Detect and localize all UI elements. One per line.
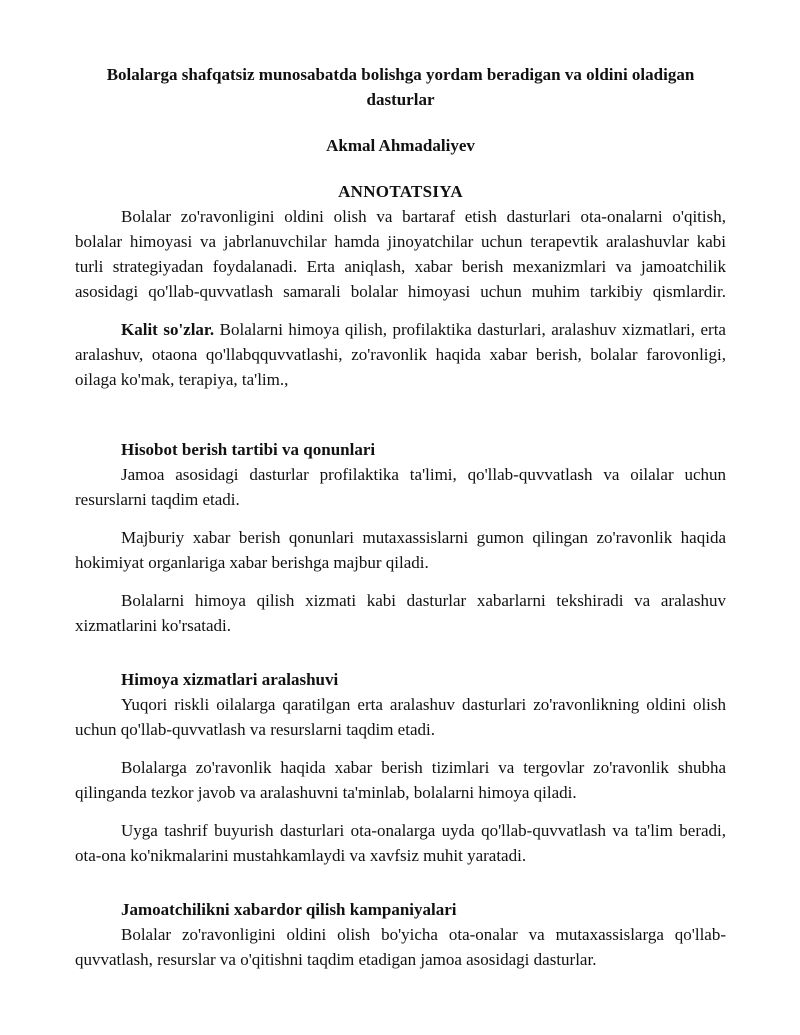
keywords-paragraph [75, 317, 726, 392]
document-title: Bolalarga shafqatsiz munosabatda bolishga yordam beradigan va oldini oladigan dasturlar [106, 65, 695, 109]
document-page [75, 62, 726, 972]
section-heading-protection: Himoya xizmatlari aralashuvi [121, 670, 339, 689]
annotation-heading: ANNOTATSIYA [338, 182, 463, 201]
section-paragraph: Yuqori riskli oilalarga qaratilgan erta aralashuv dasturlari zo'ravonlikning oldini olish uchun qo'llab-quvvatlash va resurslarni taqdim etadi. [75, 695, 726, 739]
section-paragraph: Bolalarni himoya qilish xizmati kabi dasturlar xabarlarni tekshiradi va aralashuv xizmatlarini ko'rsatadi. [75, 591, 726, 635]
section-paragraph: Jamoa asosidagi dasturlar profilaktika ta'limi, qo'llab-quvvatlash va oilalar uchun resurslarni taqdim etadi. [75, 465, 726, 509]
section-paragraph: Bolalarga zo'ravonlik haqida xabar berish tizimlari va tergovlar zo'ravonlik shubha qilinganda tezkor javob va aralashuvni ta'minlab, bolalarni himoya qiladi. [75, 758, 726, 802]
keywords-label: Kalit so'zlar. [121, 320, 215, 339]
keywords-text: Bolalarni himoya qilish, profilaktika dasturlari, aralashuv xizmatlari, erta aralashuv, otaona qo'llabqquvvatlashi, zo'ravonlik haqida xabar berish, bolalar farovonligi, oilaga ko'mak, terapiya, ta'lim., [75, 320, 726, 389]
annotation-paragraph: Bolalar zo'ravonligini oldini olish va bartaraf etish dasturlari ota-onalarni o'qitish, bolalar himoyasi va jabrlanuvchilar hamda jinoyatchilar uchun terapevtik aralashuvlar kabi turli strategiyadan foydalanadi. Erta aniqlash, xabar berish mexanizmlari va jamoatchilik asosidagi qo'llab-quvvatlash samarali bolalar himoyasi uchun muhim tarkibiy qismlardir. [75, 207, 726, 301]
section-paragraph: Uyga tashrif buyurish dasturlari ota-onalarga uyda qo'llab-quvvatlash va ta'lim beradi, ota-ona ko'nikmalarini mustahkamlaydi va xavfsiz muhit yaratadi. [75, 821, 726, 865]
author-name: Akmal Ahmadaliyev [326, 136, 475, 155]
section-paragraph: Majburiy xabar berish qonunlari mutaxassislarni gumon qilingan zo'ravonlik haqida hokimiyat organlariga xabar berishga majbur qiladi. [75, 528, 726, 572]
section-heading-awareness: Jamoatchilikni xabardor qilish kampaniyalari [121, 900, 457, 919]
section-heading-reporting: Hisobot berish tartibi va qonunlari [121, 440, 376, 459]
section-paragraph: Bolalar zo'ravonligini oldini olish bo'yicha ota-onalar va mutaxassislarga qo'llab-quvvatlash, resurslar va o'qitishni taqdim etadigan jamoa asosidagi dasturlar. [75, 925, 726, 969]
